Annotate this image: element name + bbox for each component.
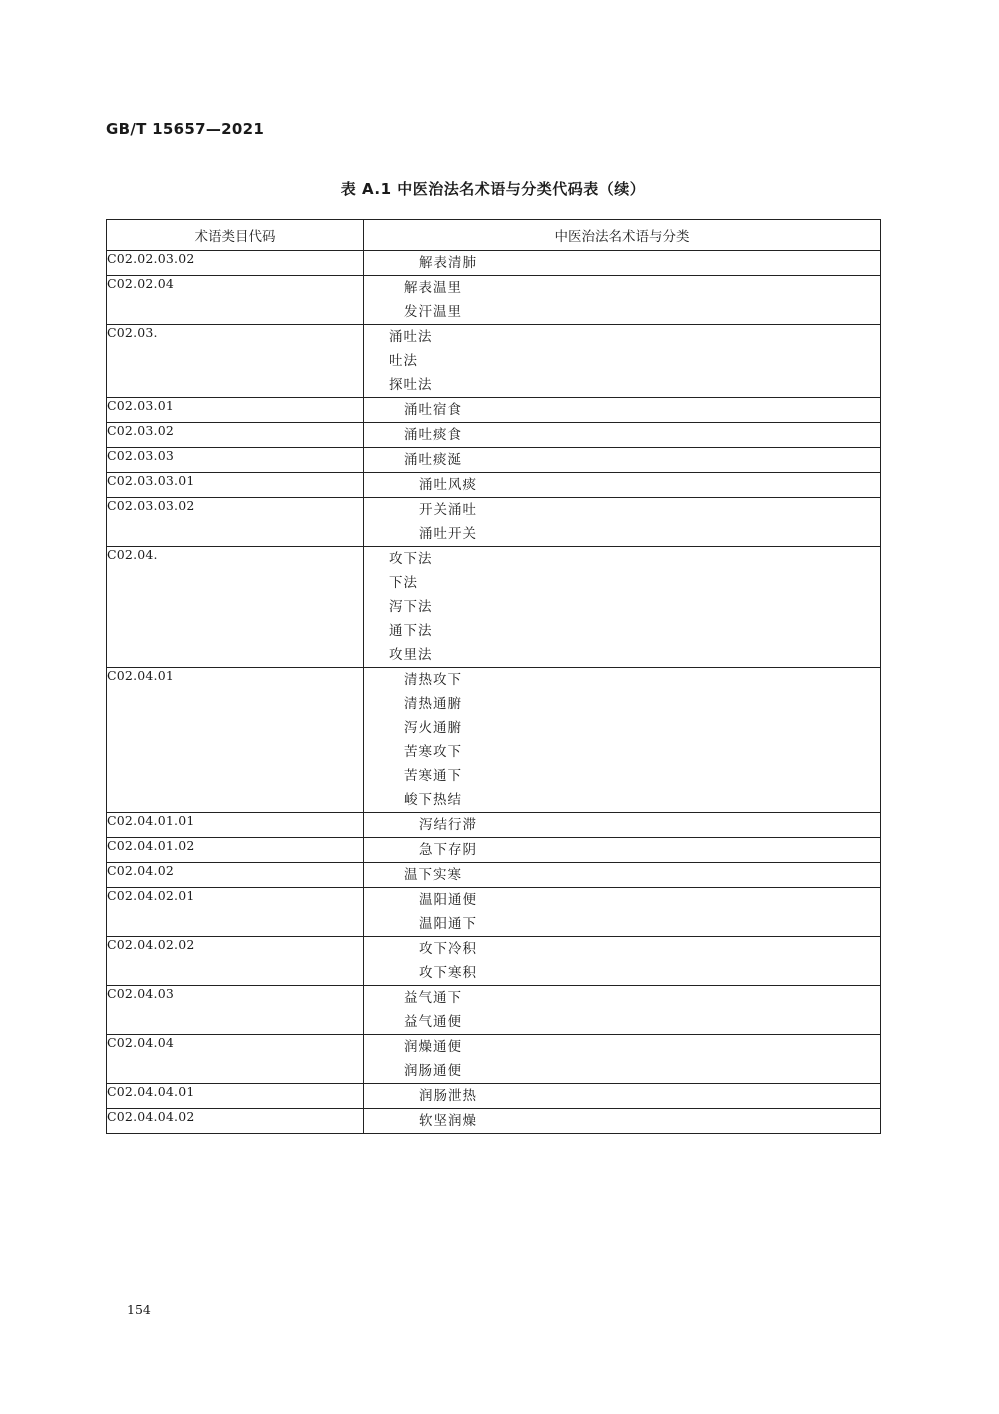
category-code: C02.04.03 <box>107 986 364 1035</box>
term-name: 温下实寒 <box>404 867 462 883</box>
table-row <box>107 398 881 423</box>
term-cell <box>364 448 881 473</box>
term-cell <box>364 251 881 276</box>
table-row <box>107 276 881 325</box>
table-header-row <box>107 220 881 251</box>
term-name: 攻里法 <box>389 647 433 663</box>
term-cell <box>364 276 881 325</box>
category-code: C02.03. <box>107 325 364 398</box>
term-name: 泻火通腑 <box>404 720 462 736</box>
term-cell <box>364 547 881 668</box>
terminology-table <box>106 219 881 1134</box>
category-code: C02.04.01.02 <box>107 838 364 863</box>
term-name: 涌吐痰食 <box>404 427 462 443</box>
term-name: 软坚润燥 <box>419 1113 477 1129</box>
term-cell <box>364 888 881 937</box>
category-code: C02.02.03.02 <box>107 251 364 276</box>
category-code: C02.04.04.02 <box>107 1109 364 1134</box>
term-name: 吐法 <box>389 353 418 369</box>
category-code: C02.04.02.01 <box>107 888 364 937</box>
category-code: C02.03.02 <box>107 423 364 448</box>
term-name: 益气通下 <box>404 990 462 1006</box>
table-row <box>107 668 881 813</box>
term-cell <box>364 423 881 448</box>
category-code: C02.04.02.02 <box>107 937 364 986</box>
category-code: C02.04. <box>107 547 364 668</box>
term-cell <box>364 325 881 398</box>
category-code: C02.02.04 <box>107 276 364 325</box>
term-name: 泻结行滞 <box>419 817 477 833</box>
table-row <box>107 448 881 473</box>
term-name: 攻下寒积 <box>419 965 477 981</box>
table-row <box>107 888 881 937</box>
term-cell <box>364 1084 881 1109</box>
category-code: C02.04.02 <box>107 863 364 888</box>
term-name: 润燥通便 <box>404 1039 462 1055</box>
category-code: C02.03.03 <box>107 448 364 473</box>
table-row <box>107 251 881 276</box>
table-row <box>107 1084 881 1109</box>
term-cell <box>364 1035 881 1084</box>
table-row <box>107 838 881 863</box>
term-name: 峻下热结 <box>404 792 462 808</box>
table-title: 表 A.1 中医治法名术语与分类代码表（续） <box>340 180 646 198</box>
term-cell <box>364 668 881 813</box>
table-row <box>107 423 881 448</box>
category-code: C02.03.03.01 <box>107 473 364 498</box>
category-code: C02.04.01.01 <box>107 813 364 838</box>
page-number: 154 <box>127 1302 151 1317</box>
table-row <box>107 498 881 547</box>
term-name: 温阳通下 <box>419 916 477 932</box>
term-name: 润肠泄热 <box>419 1088 477 1104</box>
term-name: 攻下法 <box>389 551 433 567</box>
term-name: 发汗温里 <box>404 304 462 320</box>
term-cell <box>364 813 881 838</box>
category-code: C02.03.01 <box>107 398 364 423</box>
table-row <box>107 1109 881 1134</box>
term-name: 涌吐痰涎 <box>404 452 462 468</box>
term-name: 急下存阴 <box>419 842 477 858</box>
term-name: 苦寒通下 <box>404 768 462 784</box>
category-code: C02.03.03.02 <box>107 498 364 547</box>
term-name: 益气通便 <box>404 1014 462 1030</box>
column-header-code: 术语类目代码 <box>107 220 364 251</box>
term-cell <box>364 498 881 547</box>
term-cell <box>364 1109 881 1134</box>
term-name: 解表清肺 <box>419 255 477 271</box>
column-header-term: 中医治法名术语与分类 <box>364 220 881 251</box>
term-name: 涌吐法 <box>389 329 433 345</box>
term-cell <box>364 986 881 1035</box>
term-name: 涌吐宿食 <box>404 402 462 418</box>
table-row <box>107 1035 881 1084</box>
term-cell <box>364 863 881 888</box>
term-name: 开关涌吐 <box>419 502 477 518</box>
term-cell <box>364 473 881 498</box>
term-cell <box>364 838 881 863</box>
table-row <box>107 813 881 838</box>
term-name: 润肠通便 <box>404 1063 462 1079</box>
category-code: C02.04.01 <box>107 668 364 813</box>
term-name: 通下法 <box>389 623 433 639</box>
table-row <box>107 473 881 498</box>
term-name: 泻下法 <box>389 599 433 615</box>
term-name: 清热攻下 <box>404 672 462 688</box>
table-row <box>107 325 881 398</box>
table-row <box>107 547 881 668</box>
term-name: 涌吐风痰 <box>419 477 477 493</box>
term-name: 探吐法 <box>389 377 433 393</box>
table-body <box>107 251 881 1134</box>
term-name: 攻下冷积 <box>419 941 477 957</box>
term-cell <box>364 937 881 986</box>
term-name: 涌吐开关 <box>419 526 477 542</box>
table-row <box>107 986 881 1035</box>
category-code: C02.04.04 <box>107 1035 364 1084</box>
term-name: 苦寒攻下 <box>404 744 462 760</box>
term-name: 解表温里 <box>404 280 462 296</box>
table-row <box>107 863 881 888</box>
standard-id: GB/T 15657—2021 <box>106 120 265 138</box>
category-code: C02.04.04.01 <box>107 1084 364 1109</box>
term-cell <box>364 398 881 423</box>
term-name: 清热通腑 <box>404 696 462 712</box>
term-name: 下法 <box>389 575 418 591</box>
term-name: 温阳通便 <box>419 892 477 908</box>
table-row <box>107 937 881 986</box>
